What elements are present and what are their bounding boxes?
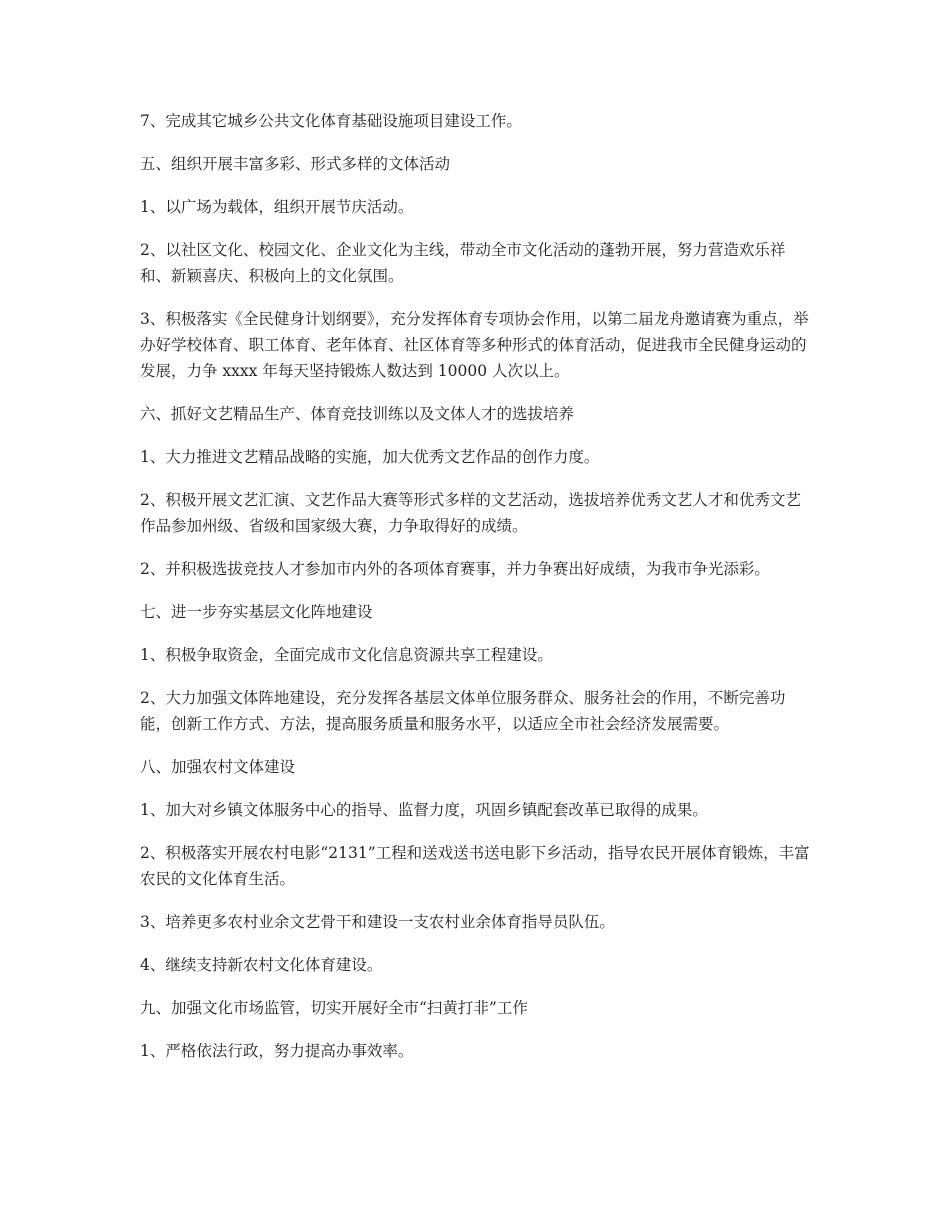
section-heading-5: 五、组织开展丰富多彩、形式多样的文体活动 bbox=[140, 155, 451, 173]
list-item: 2、并积极选拔竞技人才参加市内外的各项体育赛事，并力争赛出好成绩，为我市争光添彩。 bbox=[140, 560, 770, 578]
list-item: 1、积极争取资金，全面完成市文化信息资源共享工程建设。 bbox=[140, 646, 553, 664]
list-item: 1、加大对乡镇文体服务中心的指导、监督力度，巩固乡镇配套改革已取得的成果。 bbox=[140, 801, 708, 819]
document-body bbox=[140, 108, 810, 1081]
list-item: 2、以社区文化、校园文化、企业文化为主线，带动全市文化活动的蓬勃开展，努力营造欢乐祥和、新颖喜庆、积极向上的文化氛围。 bbox=[140, 241, 786, 285]
section-heading-8: 八、加强农村文体建设 bbox=[140, 758, 296, 776]
list-item: 2、大力加强文体阵地建设，充分发挥各基层文体单位服务群众、服务社会的作用，不断完善功能，创新工作方式、方法，提高服务质量和服务水平，以适应全市社会经济发展需要。 bbox=[140, 689, 786, 733]
list-item: 4、继续支持新农村文化体育建设。 bbox=[140, 956, 383, 974]
list-item: 2、积极落实开展农村电影“2131”工程和送戏送书送电影下乡活动，指导农民开展体育锻炼，丰富农民的文化体育生活。 bbox=[140, 844, 810, 888]
list-item: 3、积极落实《全民健身计划纲要》，充分发挥体育专项协会作用，以第二届龙舟邀请赛为重点，举办好学校体育、职工体育、老年体育、社区体育等多种形式的体育活动，促进我市全民健身运动的发展，力争 xxxx 年每天坚持锻炼人数达到 10000 人次以上。 bbox=[140, 310, 809, 380]
list-item: 1、严格依法行政，努力提高办事效率。 bbox=[140, 1042, 414, 1060]
section-heading-9: 九、加强文化市场监管，切实开展好全市“扫黄打非”工作 bbox=[140, 999, 528, 1017]
list-item: 3、培养更多农村业余文艺骨干和建设一支农村业余体育指导员队伍。 bbox=[140, 913, 615, 931]
list-item-7-infrastructure: 7、完成其它城乡公共文化体育基础设施项目建设工作。 bbox=[140, 112, 522, 130]
section-heading-7: 七、进一步夯实基层文化阵地建设 bbox=[140, 603, 373, 621]
list-item: 1、大力推进文艺精品战略的实施，加大优秀文艺作品的创作力度。 bbox=[140, 448, 600, 466]
section-heading-6: 六、抓好文艺精品生产、体育竞技训练以及文体人才的选拔培养 bbox=[140, 405, 575, 423]
list-item: 2、积极开展文艺汇演、文艺作品大赛等形式多样的文艺活动，选拔培养优秀文艺人才和优秀文艺作品参加州级、省级和国家级大赛，力争取得好的成绩。 bbox=[140, 491, 801, 535]
list-item: 1、以广场为载体，组织开展节庆活动。 bbox=[140, 198, 414, 216]
